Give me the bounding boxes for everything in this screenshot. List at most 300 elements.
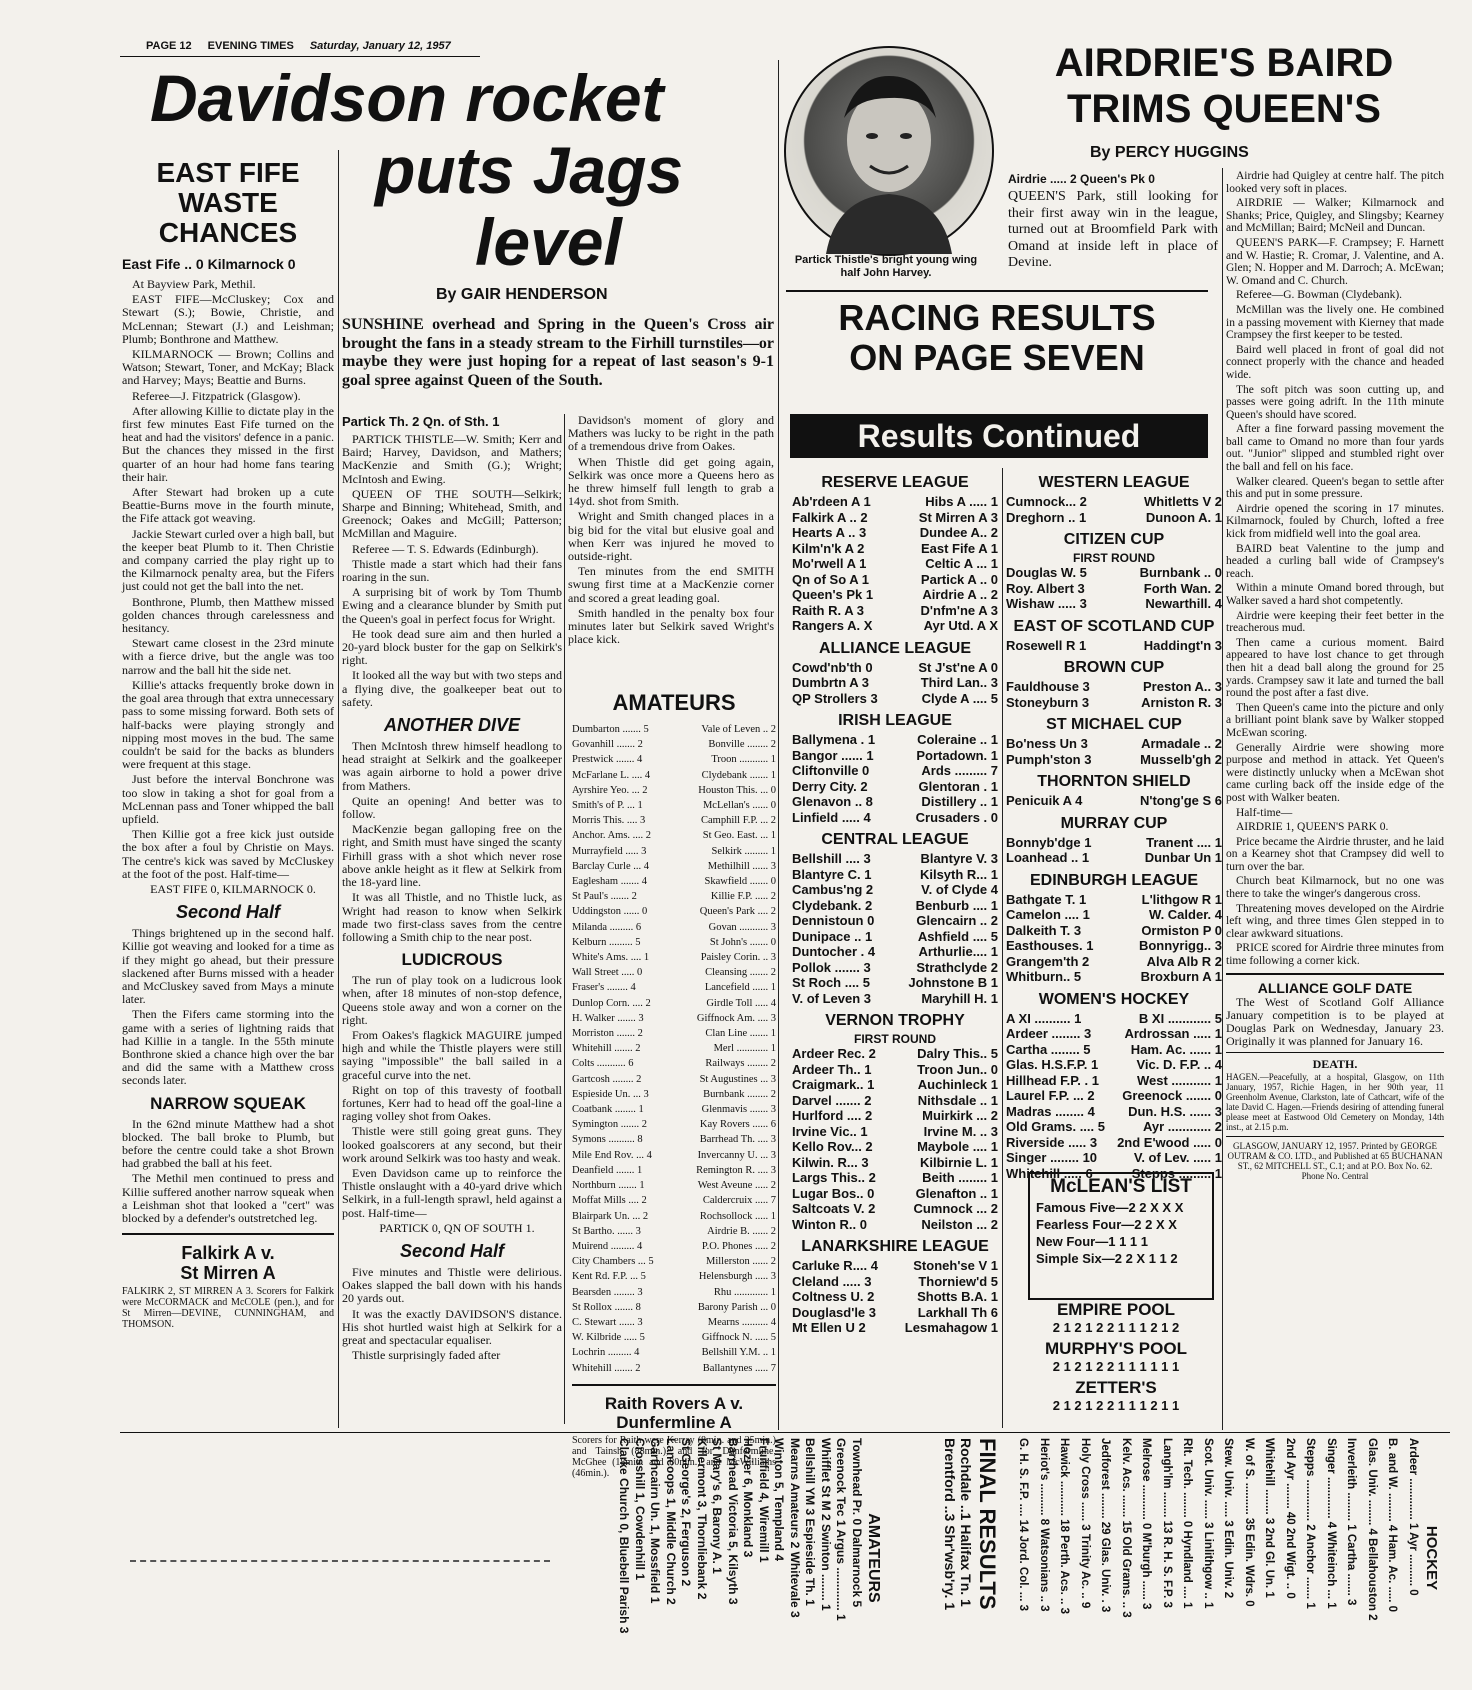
away-result: Whitletts V 2 bbox=[1143, 494, 1222, 509]
away-result: V. of Clyde 4 bbox=[921, 882, 998, 897]
away-result: Stoneh'se V 1 bbox=[913, 1258, 998, 1273]
final-amateurs-title: AMATEURS bbox=[865, 1513, 882, 1603]
league-title: VERNON TROPHY bbox=[825, 1012, 965, 1029]
away-team: Clydebank ....... 1 bbox=[701, 769, 776, 781]
away-result: Clyde A .... 5 bbox=[921, 690, 998, 706]
home-result: Falkirk A .. 2 bbox=[792, 509, 868, 525]
away-result: Armadale .. 2 bbox=[1141, 736, 1222, 751]
harvey-caption: Partick Thistle's bright young wing half John Harvey. bbox=[794, 254, 978, 279]
home-result: Cowd'nb'th 0 bbox=[792, 659, 873, 675]
amateurs-row bbox=[572, 1361, 776, 1376]
result-row bbox=[792, 603, 998, 619]
home-result: Saltcoats V. 2 bbox=[792, 1201, 876, 1216]
result-row bbox=[1006, 1088, 1222, 1104]
amateurs-row bbox=[572, 920, 776, 935]
result-row bbox=[792, 1093, 998, 1109]
away-team: Clan Line ....... 1 bbox=[705, 1028, 776, 1040]
away-result: Ardrossan ..... 1 bbox=[1124, 1026, 1222, 1041]
final-amateur-line: Garthcairn Un. 1, Mossfield 1 bbox=[648, 1438, 663, 1604]
airdrie-paragraph: Half-time— bbox=[1236, 806, 1293, 819]
mcleans-title: McLEAN'S LIST bbox=[1050, 1176, 1192, 1197]
result-row bbox=[1006, 907, 1222, 923]
home-team: Bearsden ........ 3 bbox=[572, 1286, 643, 1298]
away-result: Portadown. 1 bbox=[916, 747, 998, 763]
amateurs-row bbox=[572, 1345, 776, 1360]
result-row bbox=[1006, 494, 1222, 510]
home-result: Rosewell R 1 bbox=[1006, 637, 1087, 653]
away-result: St J'st'ne A 0 bbox=[918, 659, 998, 675]
lead-score: Partick Th. 2 Qn. of Sth. 1 bbox=[342, 414, 500, 429]
home-team: Dunlop Corn. .... 2 bbox=[572, 997, 651, 1009]
headline-line-1: Davidson rocket bbox=[150, 61, 664, 135]
home-result: Hillhead F.P. . 1 bbox=[1006, 1072, 1099, 1088]
away-result: Auchinleck 1 bbox=[917, 1077, 998, 1092]
airdrie-paragraph: QUEEN'S PARK—F. Crampsey; F. Harnett and W. Hastie; R. Cromar, J. Valentine, and A. Glen; N. Hopper and M. Darroch; A. McEwan; W. Omand and C. Church. bbox=[1226, 236, 1444, 287]
home-team: St Bartho. ...... 3 bbox=[572, 1225, 641, 1237]
away-team: Selkirk ......... 1 bbox=[711, 845, 776, 857]
away-result: Lesmahagow 1 bbox=[904, 1320, 998, 1335]
result-row bbox=[1006, 1104, 1222, 1120]
amateurs-row bbox=[572, 1193, 776, 1208]
away-result: W. Calder. 4 bbox=[1149, 907, 1222, 922]
home-result: Douglas W. 5 bbox=[1006, 565, 1087, 580]
result-row bbox=[1006, 1042, 1222, 1058]
masthead bbox=[146, 40, 486, 60]
away-team: Paisley Corin. .. 3 bbox=[700, 952, 776, 964]
home-team: H. Walker ....... 3 bbox=[572, 1012, 644, 1024]
home-result: Ballymena . 1 bbox=[792, 732, 876, 747]
home-team: Symington ....... 2 bbox=[572, 1119, 647, 1131]
away-result: Newarthill. 4 bbox=[1145, 596, 1222, 611]
home-team: Kelburn ......... 5 bbox=[572, 936, 641, 948]
amateurs-row bbox=[572, 752, 776, 767]
portrait-silhouette bbox=[786, 48, 992, 254]
away-team: Kay Rovers ...... 6 bbox=[699, 1119, 776, 1131]
amateurs-row bbox=[572, 1224, 776, 1239]
league-title: IRISH LEAGUE bbox=[838, 712, 952, 729]
raith-report: Scorers for Raith were Kerray (8min. and 25min.) and Tainsh (88min.), and for Dunfermline, McGhee (18min. and 80min.) and McWilliams (46min.). bbox=[572, 1434, 776, 1479]
imprint: GLASGOW, JANUARY 12, 1957. Printed by GEORGE OUTRAM & CO. LTD., and Published at 65 BUCHANAN ST., 62 MITCHELL ST., C.1; and at P.O. Box No. 62. Phone No. Central bbox=[1227, 1141, 1443, 1182]
result-row bbox=[1006, 969, 1222, 985]
away-result: Thorniew'd 5 bbox=[918, 1273, 998, 1289]
home-result: Mo'rwell A 1 bbox=[792, 556, 867, 571]
home-result: V. of Leven 3 bbox=[792, 990, 871, 1006]
away-result: Ashfield .... 5 bbox=[917, 928, 998, 944]
home-result: Carthа ........ 5 bbox=[1006, 1041, 1091, 1057]
final-amateur-line: Greenock Tec 1 Argus ............. 1 bbox=[834, 1438, 849, 1621]
amateurs-row bbox=[572, 1148, 776, 1163]
away-team: McLellan's ...... 0 bbox=[702, 800, 776, 812]
result-row bbox=[1006, 736, 1222, 752]
away-result: Airdrie A .. 2 bbox=[922, 587, 998, 602]
home-result: Dunipace .. 1 bbox=[792, 928, 873, 944]
home-result: Cumnock... 2 bbox=[1006, 494, 1087, 509]
result-row bbox=[1006, 1011, 1222, 1027]
away-team: Killie F.P. ..... 2 bbox=[710, 891, 776, 903]
away-result: Hibs A ..... 1 bbox=[925, 494, 998, 509]
home-result: Duntocher . 4 bbox=[792, 944, 876, 959]
home-team: Govanhill ....... 2 bbox=[572, 739, 643, 751]
home-result: Whitehill ..... 6 bbox=[1006, 1165, 1093, 1181]
result-row bbox=[792, 991, 998, 1007]
result-row bbox=[792, 510, 998, 526]
home-team: Morriston ....... 2 bbox=[572, 1028, 643, 1040]
away-result: Bonnyrigg.. 3 bbox=[1138, 938, 1222, 953]
final-hockey-line: 2nd Ayr ........ 40 2nd Wigt. .. 0 bbox=[1284, 1438, 1296, 1599]
final-hockey-line: Stew. Univ. ..... 3 Edin. Univ. 2 bbox=[1222, 1438, 1235, 1599]
final-amateur-line: Whifflet St M 2 Swinton ........ 1 bbox=[819, 1438, 833, 1611]
away-result: Dun. H.S. ...... 3 bbox=[1128, 1103, 1222, 1119]
final-amateur-line: Hozier 6, Monkland 3 bbox=[741, 1438, 756, 1558]
away-team: Caldercruix ..... 7 bbox=[702, 1195, 776, 1207]
result-row bbox=[792, 1046, 998, 1062]
home-result: QP Strollers 3 bbox=[792, 690, 878, 706]
golf-text: The West of Scotland Golf Alliance January competition is to be played at Douglas Park on Wednesday, January 23. Originally it was planned for January 16. bbox=[1226, 994, 1444, 1049]
result-row bbox=[792, 944, 998, 960]
amateurs-row bbox=[572, 996, 776, 1011]
result-row bbox=[792, 1108, 998, 1124]
amateurs-row bbox=[572, 965, 776, 980]
final-amateur-line: Crosshill 1, Cowdenhill 1 bbox=[633, 1438, 647, 1581]
away-result: Burnbank .. 0 bbox=[1139, 565, 1222, 580]
amateurs-row bbox=[572, 844, 776, 859]
away-team: Bonville ........ 2 bbox=[708, 739, 776, 751]
airdrie-paragraph: AIRDRIE 1, QUEEN'S PARK 0. bbox=[1236, 821, 1389, 834]
away-result: Beith ........ 1 bbox=[922, 1170, 998, 1185]
amateurs-row bbox=[572, 1072, 776, 1087]
eastfife-headline: EAST FIFE WASTE CHANCES bbox=[156, 157, 300, 248]
home-result: Cliftonville 0 bbox=[792, 763, 870, 778]
result-row bbox=[792, 763, 998, 779]
away-result: Crusaders . 0 bbox=[915, 809, 998, 825]
result-row bbox=[792, 794, 998, 810]
league-subtitle: FIRST ROUND bbox=[854, 1032, 936, 1046]
result-row bbox=[1006, 565, 1222, 581]
home-result: Pollok ....... 3 bbox=[792, 959, 871, 975]
away-result: V. of Lev. ..... 1 bbox=[1133, 1150, 1222, 1165]
airdrie-byline: By PERCY HUGGINS bbox=[1090, 144, 1249, 161]
league-title: WESTERN LEAGUE bbox=[1038, 474, 1190, 491]
amateurs-row bbox=[572, 1315, 776, 1330]
away-team: Mearns .......... 4 bbox=[707, 1316, 776, 1328]
eastfife-report: At Bayview Park, Methil. EAST FIFE—McCluskey; Cox and Stewart (S.); Bowie, Christie, and McLennan; Stewart (J.) and Leishman; Plumb; Bonthrone and Matthew. KILMARNOCK — Brown; Collins and Watson; Stewart, Toner, and McKay; Black and Harvey; Mays; Beattie and Burns. Referee—J. Fitzpatrick (Glasgow). After allowing Killie to dictate play in the first few minutes East Fife turned on the heat and had the visitors' defence in a panic. But the chances they missed in the first quarter of an hour had home fans tearing their hair. After Stewart had broken up a cute Beattie-Burns move in the fourth minute, the Fife attack got weaving. Jackie Stewart curled over a high ball, but the keeper beat Plumb to it. Then Christie and company carried the play right up to the Kilmarnock penalty area, but the Fifers just could not get the ball into the net. Bonthrone, Plumb, then Matthew missed golden chances through carelessness and hesitancy. Stewart came closest in the 23rd minute with a fierce drive, but the angle was too narrow and the ball hit the side net. Killie's attacks frequently broke down in the goal area through that extra unnecessary pass to some missing forward. Both sets of half-backs were playing strongly and nipping most moves in the bud. The same couldn't be said for the backs as blunders were frequent at this stage. Just before the interval Bonchrone was too slow in taking a shot for goal from a McLennan pass and Toner whipped the ball upfield. Then Killie got a free kick just outside the box after a foul by Christie on Mays. The centre's kick was saved by McCluskey at the foot of the post. Half-time— EAST FIFE 0, KILMARNOCK 0. Second Half Things brightened up in the second half. Killie got weaving and looked for a time as if they might go ahead, but their pressure slackened after Burns missed with a header and McCluskey saved from Mays a minute later. Then the Fifers came storming into the game with a series of lightning raids that had Killie in a tangle. In the 55th minute Bonthrone skied a chance high over the bar and did the same with a Matthew cross seconds later. NARROW SQUEAK In the 62nd minute Matthew had a shot blocked. The ball broke to Plumb, but before the centre could take a shot Brown had grabbed the ball at his feet. The Methil men continued to press and Killie suffered another narrow squeak when a Leishman shot that looked a "cert" was blocked by a defender's outstretched leg. bbox=[122, 277, 334, 1225]
away-result: Kilbirnie L. 1 bbox=[919, 1154, 998, 1170]
home-result: Penicuik A 4 bbox=[1006, 793, 1083, 808]
pools-results: EMPIRE POOL 2 1 2 1 2 2 1 1 1 2 1 2 MURPHY'S POOL 2 1 2 1 2 2 1 1 1 1 1 1 ZETTER'S 2 1 2 1 2 2 1 1 1 2 1 1 bbox=[1045, 1300, 1187, 1413]
away-result: St Mirren A 3 bbox=[918, 509, 998, 525]
amateurs-row bbox=[572, 1300, 776, 1315]
result-row bbox=[792, 1305, 998, 1321]
away-result: Dunbar Un 1 bbox=[1144, 850, 1222, 865]
amateurs-row bbox=[572, 768, 776, 783]
result-row bbox=[792, 1077, 998, 1093]
away-result: East Fife A 1 bbox=[920, 540, 998, 556]
home-team: Muirend ......... 4 bbox=[572, 1240, 643, 1252]
home-team: Uddingston ...... 0 bbox=[572, 906, 648, 918]
final-hockey-title: HOCKEY bbox=[1423, 1525, 1440, 1591]
death-headline: DEATH. bbox=[1312, 1057, 1358, 1072]
home-result: Coltness U. 2 bbox=[792, 1289, 875, 1304]
subhead-another-dive: ANOTHER DIVE bbox=[383, 715, 520, 736]
result-row bbox=[792, 898, 998, 914]
away-team: Govan ........... 3 bbox=[708, 921, 776, 933]
result-row bbox=[792, 1320, 998, 1336]
result-row bbox=[792, 660, 998, 676]
amateurs-row bbox=[572, 1026, 776, 1041]
final-amateur-line: Winton 5, Templand 4 bbox=[772, 1438, 787, 1562]
amateurs-row bbox=[572, 1178, 776, 1193]
home-team: Wall Street ..... 0 bbox=[572, 967, 643, 979]
away-team: Burnbank ........ 2 bbox=[703, 1088, 776, 1100]
results-left-column bbox=[792, 468, 998, 1428]
headline-line-2: puts Jags bbox=[375, 133, 684, 207]
subhead-second-half: Second Half bbox=[399, 1240, 505, 1261]
final-amateur-line: Clarke Church 0, Bluebell Parish 3 bbox=[617, 1438, 632, 1634]
final-hockey-line: Glas. Univ. ........ 4 Bellahouston 2 bbox=[1366, 1438, 1378, 1621]
result-row bbox=[1006, 510, 1222, 526]
league-title: EAST OF SCOTLAND CUP bbox=[1013, 617, 1215, 635]
away-team: Invercanny U. ... 3 bbox=[697, 1149, 776, 1161]
away-team: Rhu ............. 1 bbox=[713, 1286, 776, 1298]
away-team: Methilhill ...... 3 bbox=[707, 860, 776, 872]
home-result: Dalkeith T. 3 bbox=[1006, 922, 1082, 938]
away-result: D'nfm'ne A 3 bbox=[920, 602, 998, 618]
result-row bbox=[792, 1062, 998, 1078]
home-team: Kent Rd. F.P. ... 5 bbox=[572, 1271, 646, 1283]
airdrie-paragraph: Referee—G. Bowman (Clydebank). bbox=[1236, 289, 1403, 302]
home-team: White's Ams. .... 1 bbox=[572, 952, 650, 964]
amateurs-table bbox=[572, 690, 776, 1479]
airdrie-paragraph: After a fine forward passing movement the ball came to Omand no more than four yards out. "Junior" slipped and stumbled right over the ball and fell on his face. bbox=[1226, 423, 1444, 474]
league-title: MURRAY CUP bbox=[1060, 814, 1168, 832]
home-result: Blantyre C. 1 bbox=[792, 866, 872, 882]
falkirk-headline: Falkirk A v. St Mirren A bbox=[180, 1243, 276, 1284]
home-team: Murrayfield ..... 3 bbox=[572, 845, 647, 857]
result-row bbox=[792, 1139, 998, 1155]
away-result: Shotts B.A. 1 bbox=[917, 1289, 998, 1304]
home-result: Clydebank. 2 bbox=[792, 897, 873, 913]
home-result: Kilwin. R... 3 bbox=[792, 1154, 869, 1170]
home-result: Fauldhouse 3 bbox=[1006, 679, 1090, 694]
airdrie-paragraph: Church beat Kilmarnock, but no one was there to take the winger's dangerous cross. bbox=[1226, 875, 1444, 901]
result-row bbox=[1006, 1057, 1222, 1073]
away-result: 2nd E'wood ..... 0 bbox=[1117, 1134, 1222, 1150]
result-row bbox=[1006, 581, 1222, 597]
away-result: Dalry This.. 5 bbox=[917, 1046, 998, 1061]
result-row bbox=[792, 1274, 998, 1290]
final-hockey-block bbox=[1000, 1438, 1440, 1678]
home-result: Riverside ..... 3 bbox=[1006, 1134, 1098, 1150]
result-row bbox=[1006, 638, 1222, 654]
home-team: Coatbank ........ 1 bbox=[572, 1104, 644, 1116]
result-row bbox=[792, 675, 998, 691]
dash-line bbox=[130, 1560, 550, 1564]
home-result: Raith R. A 3 bbox=[792, 602, 864, 618]
airdrie-intro-column bbox=[1008, 172, 1218, 288]
home-team: Mile End Rov. ... 4 bbox=[572, 1149, 652, 1161]
result-row bbox=[1006, 835, 1222, 851]
home-result: Bellshill .... 3 bbox=[792, 851, 871, 866]
away-result: Strathclyde 2 bbox=[916, 959, 998, 975]
result-row bbox=[1006, 596, 1222, 612]
away-result: Neilston ... 2 bbox=[921, 1216, 998, 1232]
away-team: Ballantynes ..... 7 bbox=[702, 1362, 776, 1374]
result-row bbox=[792, 1289, 998, 1305]
home-team: W. Kilbride ..... 5 bbox=[572, 1332, 645, 1344]
home-team: Morris This. .... 3 bbox=[572, 815, 646, 827]
away-result: Vic. D. F.P. .. 4 bbox=[1136, 1057, 1222, 1072]
final-hockey-line: Langh'lm ........ 13 R. H. S. F.P. 3 bbox=[1161, 1438, 1173, 1608]
eastfife-subhead-narrow-squeak: NARROW SQUEAK bbox=[150, 1093, 306, 1113]
airdrie-paragraph: Within a minute Omand bored through, but Walker saved a hard shot competently. bbox=[1226, 582, 1444, 607]
lead-intro: SUNSHINE overhead and Spring in the Queen's Cross air brought the fans in a steady stream to the Firhill turnstiles—or maybe they were just hoping for a repeat of last season's 9-1 goal spree against Queen of the South. bbox=[342, 316, 774, 389]
away-team: Millerston ...... 2 bbox=[706, 1256, 776, 1268]
amateurs-row bbox=[572, 1163, 776, 1178]
result-row bbox=[792, 732, 998, 748]
result-row bbox=[1006, 695, 1222, 711]
result-row bbox=[1006, 954, 1222, 970]
home-result: Kello Rov... 2 bbox=[792, 1139, 873, 1154]
away-result: Preston A.. 3 bbox=[1143, 679, 1222, 694]
final-hockey-line: Holy Cross ...... 3 Trinity Ac. .. 9 bbox=[1079, 1438, 1091, 1609]
amateurs-row bbox=[572, 798, 776, 813]
home-result: Glas. H.S.F.P. 1 bbox=[1006, 1057, 1099, 1072]
away-result: Dunoon A. 1 bbox=[1145, 509, 1222, 525]
away-result: West ........... 1 bbox=[1136, 1072, 1222, 1088]
home-result: Mt Ellen U 2 bbox=[792, 1320, 866, 1335]
away-result: Ormiston P 0 bbox=[1141, 922, 1222, 938]
away-team: Cleansing ....... 2 bbox=[705, 967, 776, 979]
home-result: Lugar Bos.. 0 bbox=[792, 1185, 875, 1201]
away-result: Johnstone B 1 bbox=[908, 975, 998, 990]
away-result: Blantyre V. 3 bbox=[920, 851, 998, 866]
away-team: Vale of Leven .. 2 bbox=[701, 724, 776, 735]
lead-byline: By GAIR HENDERSON bbox=[436, 286, 608, 303]
result-row bbox=[792, 779, 998, 795]
result-row bbox=[1006, 1119, 1222, 1135]
result-row bbox=[1006, 752, 1222, 768]
away-result: Muirkirk ... 2 bbox=[922, 1108, 998, 1123]
away-result: Larkhall Th 6 bbox=[917, 1304, 998, 1320]
home-team: Dumbarton ....... 5 bbox=[572, 724, 649, 735]
lead-column-2: Davidson's moment of glory and Mathers was lucky to be right in the path of a tremendous drive from Oakes. When Thistle did get going again, Selkirk was once more a Queens hero as he threw himself full length to grab a 14yd. shot from Smith. Wright and Smith changed places in a big bid for the vital but elusive goal and when Kerr was injured he moved to outside-right. Ten minutes from the end SMITH swung first time at a MacKenzie corner and scored a great leading goal. Smith handled in the penalty box four minutes later but Selkirk saved Wright's place kick. bbox=[568, 413, 774, 647]
result-row bbox=[792, 882, 998, 898]
airdrie-paragraph: Airdrie opened the scoring in 17 minutes. Kilmarnock, fouled by Church, lofted a free kick from midfield well into the goal area. bbox=[1226, 502, 1444, 541]
amateurs-row bbox=[572, 874, 776, 889]
away-result: Distillery .. 1 bbox=[921, 794, 998, 809]
home-team: Ayrshire Yeo. ... 2 bbox=[572, 784, 648, 796]
result-row bbox=[792, 541, 998, 557]
home-result: Queen's Pk 1 bbox=[792, 587, 874, 602]
home-result: Old Grams. .... 5 bbox=[1006, 1119, 1105, 1134]
league-subtitle: FIRST ROUND bbox=[1073, 551, 1155, 565]
home-team: Whitehill ....... 2 bbox=[572, 1043, 641, 1055]
result-row bbox=[792, 572, 998, 588]
home-result: Irvine Vic.. 1 bbox=[792, 1123, 868, 1139]
final-hockey-line: Inverleith ......... 1 Carthа ....... 3 bbox=[1345, 1438, 1358, 1606]
amateurs-row bbox=[572, 813, 776, 828]
away-result: Haddingt'n 3 bbox=[1143, 637, 1222, 653]
away-result: Nithsdale .. 1 bbox=[917, 1092, 998, 1108]
away-result: Musselb'gh 2 bbox=[1140, 751, 1222, 767]
home-result: St Roch .... 5 bbox=[792, 975, 871, 990]
away-result: Dundee A.. 2 bbox=[919, 525, 998, 540]
home-team: St Paul's ....... 2 bbox=[572, 891, 637, 903]
away-result: Cumnock ... 2 bbox=[913, 1201, 998, 1216]
paper-name: EVENING TIMES bbox=[207, 40, 294, 52]
final-amateur-line: Barrhead Victoria 5, Kilsyth 3 bbox=[726, 1438, 740, 1605]
final-amateur-line: Mearns Amateurs 2 Whitevale 3 bbox=[788, 1438, 802, 1618]
harvey-portrait bbox=[784, 46, 994, 256]
results-right-column bbox=[1006, 468, 1222, 1181]
away-result: Ayr Utd. A X bbox=[923, 618, 998, 633]
final-hockey-line: Jedforest ........ 29 Glas. Univ. . 3 bbox=[1099, 1438, 1112, 1613]
amateurs-row bbox=[572, 1117, 776, 1132]
away-result: Broxburn A 1 bbox=[1140, 969, 1222, 984]
away-team: Skawfield ....... 0 bbox=[704, 876, 776, 888]
home-result: Carluke R.... 4 bbox=[792, 1258, 878, 1273]
home-result: Dennistoun 0 bbox=[792, 913, 875, 928]
away-result: Troon Jun.. 0 bbox=[917, 1061, 998, 1077]
airdrie-paragraph: Then Queen's came into the picture and only a brilliant point blank save by Walker stopped McEwan scoring. bbox=[1226, 701, 1444, 739]
home-result: Madras ........ 4 bbox=[1006, 1103, 1095, 1119]
home-team: Symons .......... 8 bbox=[572, 1134, 643, 1146]
airdrie-intro: QUEEN'S Park, still looking for their first away win in the league, turned out at Broomfield Park with Omand at inside left in place of Devine. bbox=[1008, 189, 1218, 270]
final-hockey-line: Singer ............. 4 Whiteinch ... 1 bbox=[1325, 1438, 1337, 1609]
away-result: Celtic A ... 1 bbox=[925, 556, 998, 571]
final-hockey-line: Melrose ........... 0 M'burgh ...... 3 bbox=[1140, 1438, 1153, 1610]
away-team: St Augustines ... 3 bbox=[699, 1073, 776, 1085]
away-team: Glenmavis ....... 3 bbox=[701, 1104, 776, 1116]
final-hockey-line: Kelv. Acs. ....... 15 Old Grams. .. 3 bbox=[1120, 1438, 1132, 1618]
away-result: N'tong'ge S 6 bbox=[1139, 793, 1222, 808]
lead-column-1: Partick Th. 2 Qn. of Sth. 1 PARTICK THISTLE—W. Smith; Kerr and Baird; Harvey, Davidson, and Mathers; MacKenzie and Smith (G.); Wright; McIntosh and Ewing. QUEEN OF THE SOUTH—Selkirk; Sharpe and Binning; Whitehead, Smith, and Greenock; Oakes and McGill; Patterson; McMillan and Maguire. Referee — T. S. Edwards (Edinburgh). Thistle made a start which had their fans roaring in the sun. A surprising bit of work by Tom Thumb Ewing and a clearance blunder by Smith put the Queen's goal in perfect focus for Wright. He took dead sure aim and then hurled a 20-yard block buster for the gap on Selkirk's right. It looked all the way but with two steps and a flying dive, the goalkeeper beat out to safety. ANOTHER DIVE Then McIntosh threw himself headlong to head straight at Selkirk and the goalkeeper was again airborne to hold a power drive from Mathers. Quite an opening! And better was to follow. MacKenzie began galloping free on the right, and Smith must have singed the scanty Firhill grass with a shot which never rose above ankle height as it flew at Selkirk from the 18-yard line. It was all Thistle, and no Thistle luck, as Wright had reason to know when Selkirk made two first-class saves from the centre following a Smith chip to the near post. LUDICROUS The run of play took on a ludicrous look when, after 18 minutes of non-stop defence, Queens stole away and won a corner on the right. From Oakes's flagkick MAGUIRE jumped high and while the Thistle players were still saying "impossible" the ball sailed in a graceful curve into the net. Right on top of this travesty of football fortunes, Kerr had to head off the goal-line a raging volley shot from Oakes. Thistle were still going great guns. They looked goalscorers at any second, but their work around Selkirk was too hasty and weak. Even Davidson came up to reinforce the Thistle onslaught with a 40-yard drive which Selkirk, in a full-length sprawl, held against a post. Half-time— PARTICK 0, QN OF SOUTH 1. Second Half Five minutes and Thistle were delirious. Oakes slapped the ball down with his hands 20 yards out. It was the exactly DAVIDSON'S distance. His shot hurtled waist high at Selkirk for a great and spectacular equaliser. Thistle surprisingly faded after bbox=[342, 414, 562, 1363]
final-hockey-line: Whitehill ........ 3 2nd Gl. Un. 1 bbox=[1263, 1438, 1276, 1598]
away-result: Ayr ............ 2 bbox=[1143, 1119, 1222, 1134]
home-team: Anchor. Ams. .... 2 bbox=[572, 830, 652, 842]
amateurs-row bbox=[572, 889, 776, 904]
airdrie-paragraph: McMillan was the lively one. He combined in a passing movement with Kierney that made Crampsey the first keeper to be tested. bbox=[1226, 303, 1444, 342]
result-row bbox=[792, 851, 998, 867]
home-result: Glenavon .. 8 bbox=[792, 794, 873, 809]
home-result: Rangers A. X bbox=[792, 618, 873, 633]
away-result: Partick A .. 0 bbox=[920, 571, 998, 587]
away-result: Alva Alb R 2 bbox=[1146, 953, 1222, 969]
home-result: Kilm'n'k A 2 bbox=[792, 540, 865, 556]
away-team: St Geo. East. ... 1 bbox=[702, 830, 776, 842]
final-amateurs-block bbox=[617, 1438, 882, 1678]
away-team: Giffnock N. ..... 5 bbox=[701, 1332, 776, 1344]
headline-line-3: level bbox=[475, 205, 622, 279]
away-result: Ards ......... 7 bbox=[921, 763, 998, 778]
home-team: Milanda ......... 6 bbox=[572, 921, 642, 933]
amateurs-row bbox=[572, 859, 776, 874]
league-title: CITIZEN CUP bbox=[1063, 531, 1165, 548]
away-result: Coleraine .. 1 bbox=[917, 732, 998, 747]
away-result: B XI ............ 5 bbox=[1138, 1010, 1222, 1026]
airdrie-paragraph: BAIRD beat Valentine to the jump and headed a curling ball wide of Crampsey's reach. bbox=[1226, 542, 1444, 580]
amateurs-row bbox=[572, 950, 776, 965]
result-row bbox=[792, 913, 998, 929]
amateurs-row bbox=[572, 1239, 776, 1254]
result-row bbox=[1006, 938, 1222, 954]
home-result: Roy. Albert 3 bbox=[1006, 580, 1085, 596]
result-row bbox=[1006, 892, 1222, 908]
result-row bbox=[792, 556, 998, 572]
away-result: Glenafton .. 1 bbox=[915, 1185, 998, 1201]
home-result: Derry City. 2 bbox=[792, 778, 868, 794]
result-row bbox=[1006, 679, 1222, 695]
